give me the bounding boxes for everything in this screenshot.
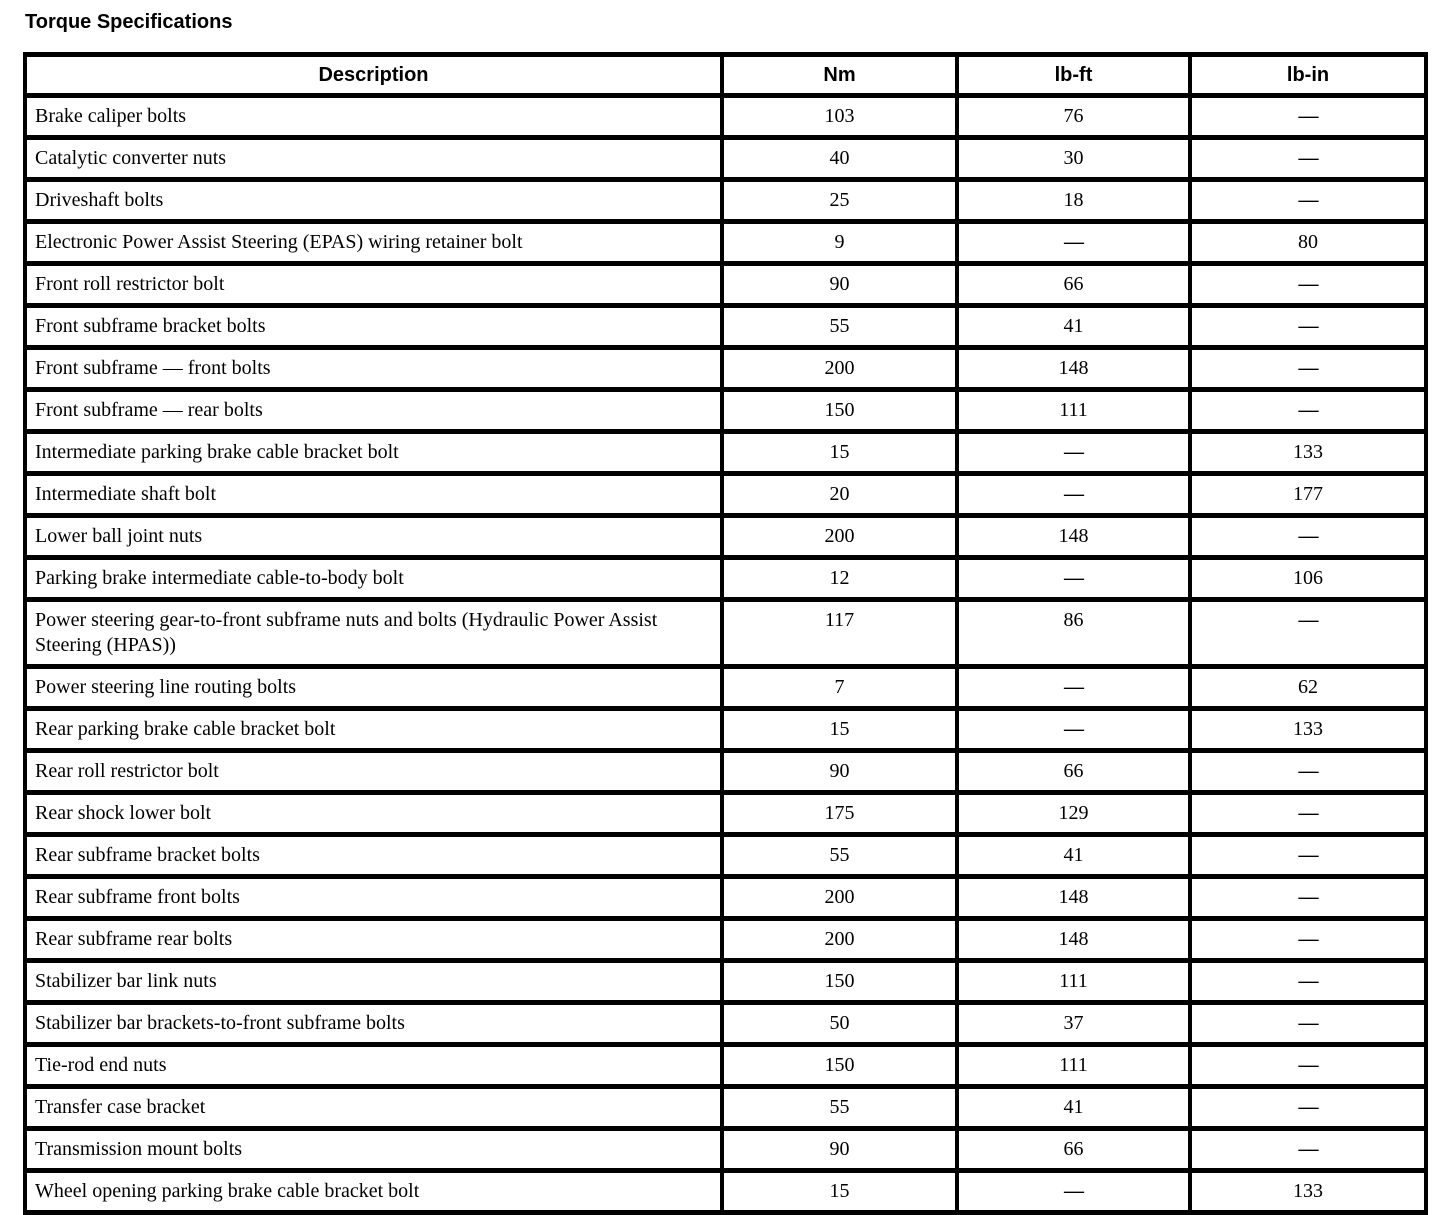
lb-ft-cell: — — [957, 222, 1190, 264]
lb-ft-cell: 148 — [957, 877, 1190, 919]
lb-ft-cell: 66 — [957, 264, 1190, 306]
table-row — [25, 709, 1426, 751]
table-row — [25, 751, 1426, 793]
torque-specifications-table — [23, 52, 1428, 1215]
nm-cell: 200 — [722, 516, 957, 558]
nm-cell: 103 — [722, 96, 957, 138]
description-cell: Rear subframe bracket bolts — [25, 835, 722, 877]
nm-cell: 7 — [722, 667, 957, 709]
lb-in-cell: — — [1190, 793, 1426, 835]
nm-cell: 200 — [722, 348, 957, 390]
nm-cell: 15 — [722, 432, 957, 474]
nm-cell: 20 — [722, 474, 957, 516]
lb-ft-cell: 66 — [957, 751, 1190, 793]
description-cell: Brake caliper bolts — [25, 96, 722, 138]
table-row — [25, 96, 1426, 138]
description-cell: Intermediate shaft bolt — [25, 474, 722, 516]
nm-cell: 9 — [722, 222, 957, 264]
description-cell: Front subframe — front bolts — [25, 348, 722, 390]
nm-cell: 15 — [722, 1171, 957, 1213]
nm-cell: 200 — [722, 919, 957, 961]
nm-cell: 90 — [722, 264, 957, 306]
nm-cell: 90 — [722, 751, 957, 793]
nm-cell: 55 — [722, 835, 957, 877]
lb-ft-cell: — — [957, 432, 1190, 474]
lb-in-cell: 80 — [1190, 222, 1426, 264]
nm-cell: 12 — [722, 558, 957, 600]
lb-ft-cell: 41 — [957, 306, 1190, 348]
lb-in-cell: 177 — [1190, 474, 1426, 516]
lb-in-cell: 133 — [1190, 709, 1426, 751]
table-row — [25, 180, 1426, 222]
table-header — [25, 55, 1426, 96]
description-cell: Lower ball joint nuts — [25, 516, 722, 558]
lb-in-cell: — — [1190, 96, 1426, 138]
lb-in-cell: — — [1190, 600, 1426, 667]
description-cell: Intermediate parking brake cable bracket bolt — [25, 432, 722, 474]
lb-in-cell: 62 — [1190, 667, 1426, 709]
table-row — [25, 558, 1426, 600]
header-lb-ft: lb-ft — [957, 55, 1190, 96]
description-cell: Stabilizer bar link nuts — [25, 961, 722, 1003]
lb-ft-cell: 37 — [957, 1003, 1190, 1045]
lb-in-cell: 106 — [1190, 558, 1426, 600]
table-row — [25, 516, 1426, 558]
description-cell: Rear parking brake cable bracket bolt — [25, 709, 722, 751]
lb-in-cell: — — [1190, 390, 1426, 432]
lb-ft-cell: 41 — [957, 1087, 1190, 1129]
table-row — [25, 138, 1426, 180]
nm-cell: 117 — [722, 600, 957, 667]
description-cell: Rear roll restrictor bolt — [25, 751, 722, 793]
lb-ft-cell: 111 — [957, 390, 1190, 432]
lb-ft-cell: 148 — [957, 516, 1190, 558]
description-cell: Tie-rod end nuts — [25, 1045, 722, 1087]
table-row — [25, 348, 1426, 390]
table-row — [25, 1003, 1426, 1045]
table-row — [25, 877, 1426, 919]
lb-in-cell: — — [1190, 264, 1426, 306]
nm-cell: 50 — [722, 1003, 957, 1045]
table-row — [25, 667, 1426, 709]
nm-cell: 15 — [722, 709, 957, 751]
lb-ft-cell: 148 — [957, 348, 1190, 390]
lb-ft-cell: 76 — [957, 96, 1190, 138]
lb-in-cell: — — [1190, 516, 1426, 558]
lb-ft-cell: 148 — [957, 919, 1190, 961]
lb-ft-cell: 86 — [957, 600, 1190, 667]
page-title: Torque Specifications — [25, 11, 233, 33]
nm-cell: 55 — [722, 306, 957, 348]
description-cell: Electronic Power Assist Steering (EPAS) wiring retainer bolt — [25, 222, 722, 264]
lb-ft-cell: — — [957, 474, 1190, 516]
table-row — [25, 390, 1426, 432]
header-row — [25, 55, 1426, 96]
table-row — [25, 835, 1426, 877]
lb-in-cell: — — [1190, 306, 1426, 348]
description-cell: Rear subframe rear bolts — [25, 919, 722, 961]
nm-cell: 150 — [722, 1045, 957, 1087]
description-cell: Rear subframe front bolts — [25, 877, 722, 919]
lb-ft-cell: — — [957, 667, 1190, 709]
lb-ft-cell: 41 — [957, 835, 1190, 877]
lb-ft-cell: — — [957, 1171, 1190, 1213]
header-nm: Nm — [722, 55, 957, 96]
nm-cell: 90 — [722, 1129, 957, 1171]
description-cell: Rear shock lower bolt — [25, 793, 722, 835]
lb-ft-cell: 30 — [957, 138, 1190, 180]
lb-in-cell: — — [1190, 1129, 1426, 1171]
lb-in-cell: — — [1190, 877, 1426, 919]
lb-in-cell: — — [1190, 919, 1426, 961]
lb-in-cell: — — [1190, 961, 1426, 1003]
lb-ft-cell: 111 — [957, 1045, 1190, 1087]
description-cell: Front roll restrictor bolt — [25, 264, 722, 306]
nm-cell: 200 — [722, 877, 957, 919]
lb-in-cell: — — [1190, 1045, 1426, 1087]
table-row — [25, 1129, 1426, 1171]
description-cell: Transfer case bracket — [25, 1087, 722, 1129]
lb-in-cell: 133 — [1190, 432, 1426, 474]
lb-ft-cell: 66 — [957, 1129, 1190, 1171]
nm-cell: 150 — [722, 390, 957, 432]
description-cell: Catalytic converter nuts — [25, 138, 722, 180]
lb-in-cell: — — [1190, 835, 1426, 877]
lb-ft-cell: 111 — [957, 961, 1190, 1003]
lb-in-cell: — — [1190, 1003, 1426, 1045]
description-cell: Driveshaft bolts — [25, 180, 722, 222]
lb-in-cell: — — [1190, 138, 1426, 180]
nm-cell: 25 — [722, 180, 957, 222]
description-cell: Stabilizer bar brackets-to-front subframe bolts — [25, 1003, 722, 1045]
lb-ft-cell: 129 — [957, 793, 1190, 835]
nm-cell: 175 — [722, 793, 957, 835]
description-cell: Parking brake intermediate cable-to-body bolt — [25, 558, 722, 600]
table-row — [25, 919, 1426, 961]
lb-ft-cell: 18 — [957, 180, 1190, 222]
description-cell: Front subframe — rear bolts — [25, 390, 722, 432]
table-row — [25, 432, 1426, 474]
table-row — [25, 264, 1426, 306]
table-row — [25, 222, 1426, 264]
table-row — [25, 961, 1426, 1003]
lb-ft-cell: — — [957, 558, 1190, 600]
nm-cell: 150 — [722, 961, 957, 1003]
description-cell: Power steering gear-to-front subframe nuts and bolts (Hydraulic Power Assist Steering (HPAS)) — [25, 600, 722, 667]
header-lb-in: lb-in — [1190, 55, 1426, 96]
nm-cell: 55 — [722, 1087, 957, 1129]
lb-in-cell: — — [1190, 348, 1426, 390]
table-row — [25, 474, 1426, 516]
lb-ft-cell: — — [957, 709, 1190, 751]
lb-in-cell: — — [1190, 1087, 1426, 1129]
table-row — [25, 1045, 1426, 1087]
description-cell: Transmission mount bolts — [25, 1129, 722, 1171]
nm-cell: 40 — [722, 138, 957, 180]
description-cell: Front subframe bracket bolts — [25, 306, 722, 348]
table-row — [25, 793, 1426, 835]
lb-in-cell: — — [1190, 751, 1426, 793]
description-cell: Power steering line routing bolts — [25, 667, 722, 709]
header-description: Description — [25, 55, 722, 96]
table-row — [25, 1171, 1426, 1213]
lb-in-cell: — — [1190, 180, 1426, 222]
lb-in-cell: 133 — [1190, 1171, 1426, 1213]
description-cell: Wheel opening parking brake cable bracket bolt — [25, 1171, 722, 1213]
table-row — [25, 600, 1426, 667]
table-row — [25, 306, 1426, 348]
table-row — [25, 1087, 1426, 1129]
table-body — [25, 96, 1426, 1213]
